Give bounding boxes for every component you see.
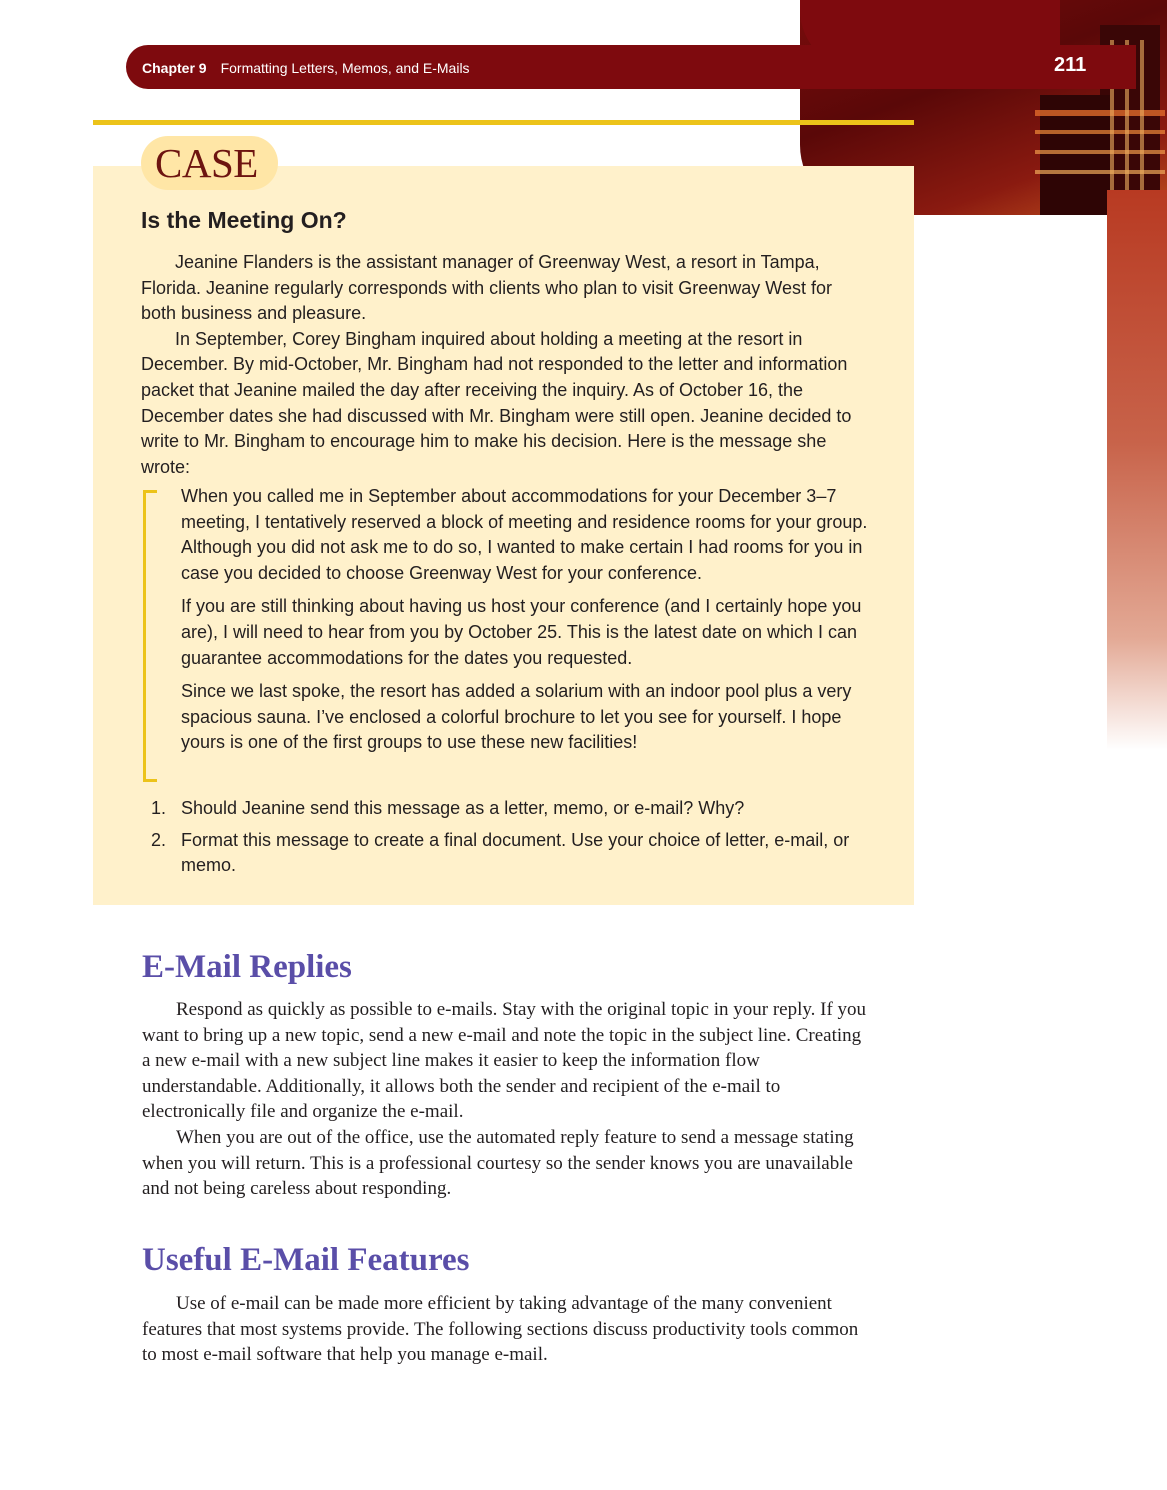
section-body-useful-features (142, 1291, 867, 1368)
case-paragraph: Jeanine Flanders is the assistant manager of Greenway West, a resort in Tampa, Florida. Jeanine regularly corresponds with clients who plan to visit Greenway West for both business and pleasure. (141, 252, 832, 324)
chapter-title: Formatting Letters, Memos, and E-Mails (220, 60, 470, 76)
body-paragraph: Respond as quickly as possible to e-mails. Stay with the original topic in your reply. If you want to bring up a new topic, send a new e-mail and note the topic in the subject line. Creating a new e-mail with a new subject line makes it easier to keep the information flow understandable. Additionally, it allows both the sender and recipient of the e-mail to electronically file and organize the e-mail. (142, 999, 867, 1123)
side-gradient-strip (1107, 190, 1167, 750)
question-item (151, 828, 851, 879)
case-top-rule (93, 120, 914, 125)
case-questions (151, 796, 851, 885)
question-number: 2. (151, 829, 167, 850)
chapter-number: Chapter 9 (142, 60, 207, 76)
case-paragraph: In September, Corey Bingham inquired about holding a meeting at the resort in December. By mid-October, Mr. Bingham had not responded to the letter and information packet that Jeanine mailed the day after receiving the inquiry. As of October 16, the December dates she had discussed with Mr. Bingham were still open. Jeanine decided to write to Mr. Bingham to encourage him to make his decision. Here is the message she wrote: (141, 328, 852, 477)
letter-paragraph: Since we last spoke, the resort has added a solarium with an indoor pool plus a very spacious sauna. I’ve enclosed a colorful brochure to let you see for yourself. I hope yours is one of the first groups to use these new facilities! (181, 681, 852, 753)
section-body-email-replies (142, 997, 867, 1202)
running-head (142, 60, 470, 76)
section-heading-email-replies: E-Mail Replies (142, 949, 352, 985)
case-title: Is the Meeting On? (141, 207, 347, 233)
case-intro (141, 250, 871, 480)
letter-bracket (143, 490, 157, 782)
letter-paragraph: If you are still thinking about having us host your conference (and I certainly hope you are), I will need to hear from you by October 25. This is the latest date on which I can guarantee accommodations for the dates you requested. (181, 596, 862, 668)
question-item (151, 796, 851, 822)
page-number: 211 (1054, 54, 1087, 76)
letter-text (181, 484, 881, 764)
question-text: Should Jeanine send this message as a letter, memo, or e-mail? Why? (181, 798, 745, 818)
section-heading-useful-features: Useful E-Mail Features (142, 1242, 470, 1278)
body-paragraph: When you are out of the office, use the automated reply feature to send a message stating when you will return. This is a professional courtesy so the sender knows you are unavailable and not being careless about responding. (142, 1126, 854, 1200)
body-paragraph: Use of e-mail can be made more efficient by taking advantage of the many convenient features that most systems provide. The following sections discuss productivity tools common to most e-mail software that help you manage e-mail. (142, 1293, 859, 1366)
letter-paragraph: When you called me in September about accommodations for your December 3–7 meeting, I tentatively reserved a block of meeting and residence rooms for your group. Although you did not ask me to do so, I wanted to make certain I had rooms for you in case you decided to choose Greenway West for your conference. (181, 486, 868, 583)
question-text: Format this message to create a final document. Use your choice of letter, e-mail, or memo. (181, 829, 850, 876)
question-number: 1. (151, 798, 167, 818)
case-tab: CASE (141, 136, 278, 190)
